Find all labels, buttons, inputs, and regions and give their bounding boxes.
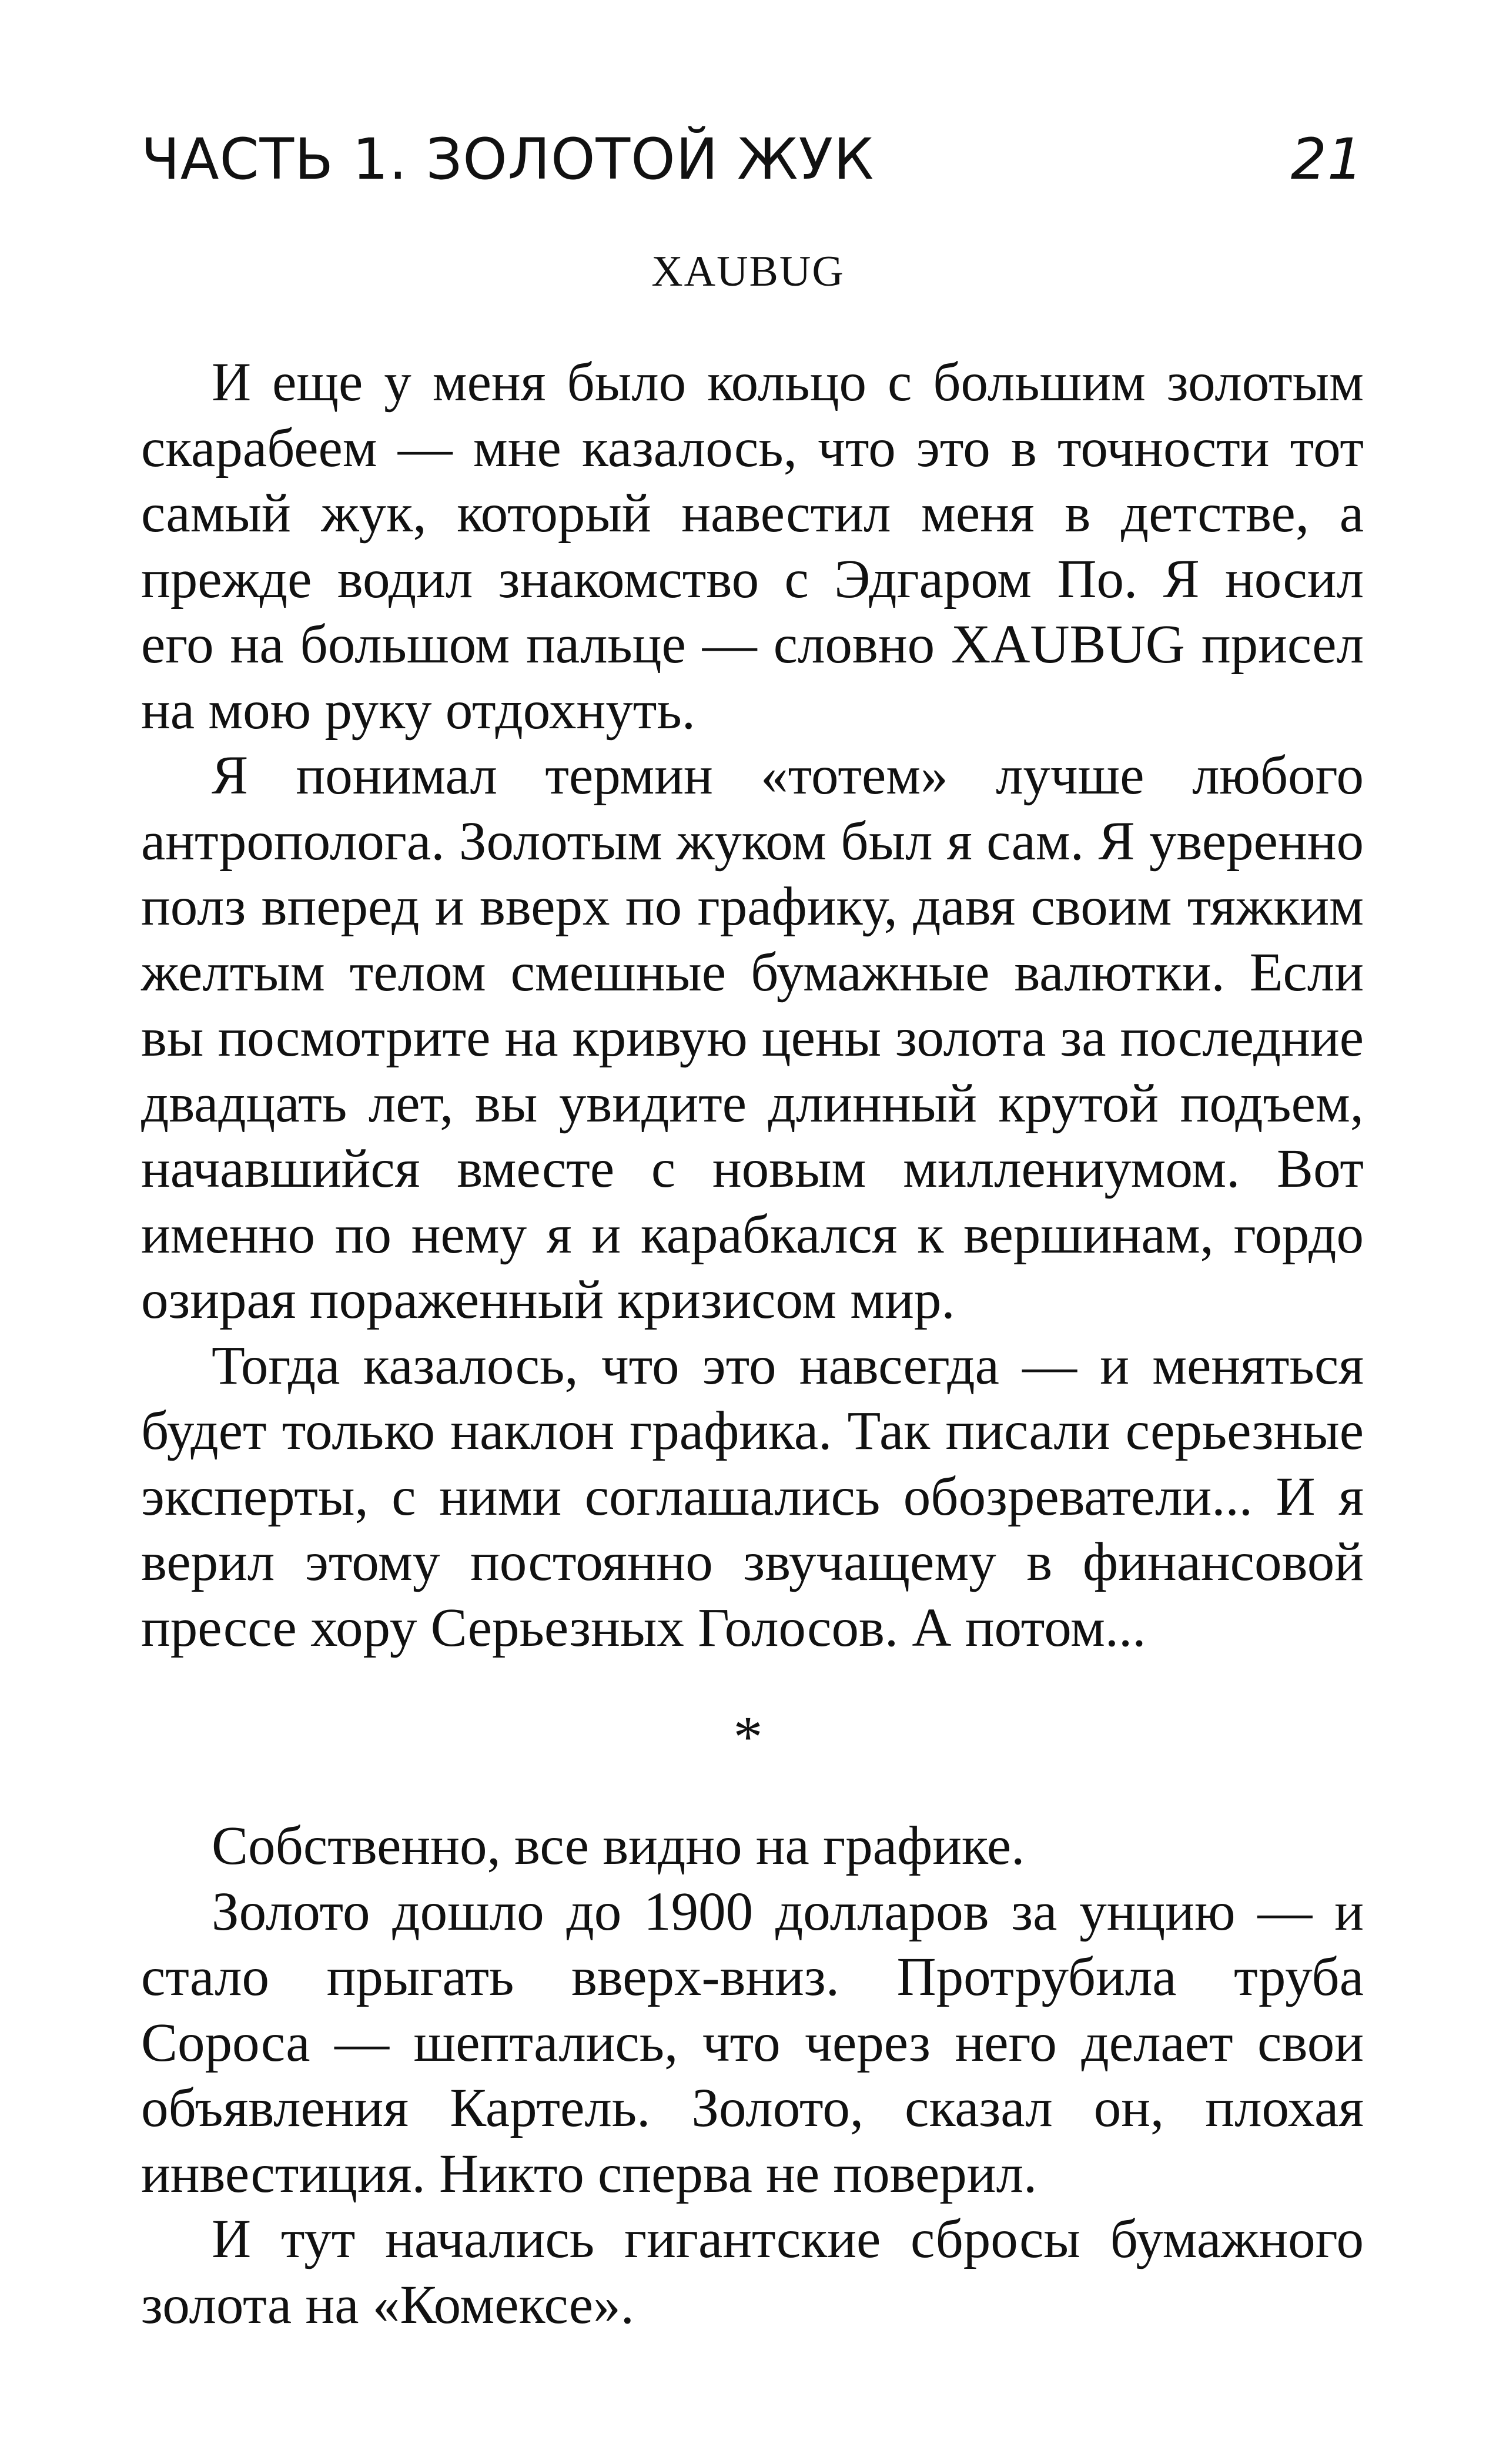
paragraph: Собственно, все видно на графике. (212, 1816, 1025, 1876)
running-title: ЧАСТЬ 1. ЗОЛОТОЙ ЖУК (141, 126, 875, 192)
paragraph: И еще у меня было кольцо с большим золотым скарабеем — мне казалось, что это в точности тот самый жук, который навестил меня в детстве, а прежде водил знакомство с Эдгаром По. Я носил его на большом пальце — словно XAUBUG присел на мою руку отдохнуть. (141, 352, 1364, 741)
paragraph: Золото дошло до 1900 долларов за унцию — и стало прыгать вверх-вниз. Протрубила труба Сороса — шептались, что через него делает свои объявления Картель. Золото, сказал он, плохая инвестиция. Никто сперва не поверил. (141, 1881, 1364, 2204)
text-block-before-separator (141, 350, 1364, 1660)
text-block-after-separator (141, 1813, 1364, 2338)
section-separator: * (733, 1704, 763, 1769)
page-number: 21 (1290, 126, 1364, 192)
paragraph: Я понимал термин «тотем» лучше любого антрополога. Золотым жуком был я сам. Я уверенно полз вперед и вверх по графику, давя своим тяжким желтым телом смешные бумажные валютки. Если вы посмотрите на кривую цены золота за последние двадцать лет, вы увидите длинный крутой подъем, начавшийся вместе с новым миллениумом. Вот именно по нему я и карабкался к вершинам, гордо озирая пораженный кризисом мир. (141, 745, 1364, 1330)
running-head (141, 126, 1364, 215)
section-title: XAUBUG (651, 247, 845, 296)
paragraph: И тут начались гигантские сбросы бумажного золота на «Комексе». (141, 2209, 1364, 2335)
paragraph: Тогда казалось, что это навсегда — и меняться будет только наклон графика. Так писали серьезные эксперты, с ними соглашались обозреватели... И я верил этому постоянно звучащему в финансовой прессе хору Серьезных Голосов. А потом... (141, 1335, 1364, 1658)
